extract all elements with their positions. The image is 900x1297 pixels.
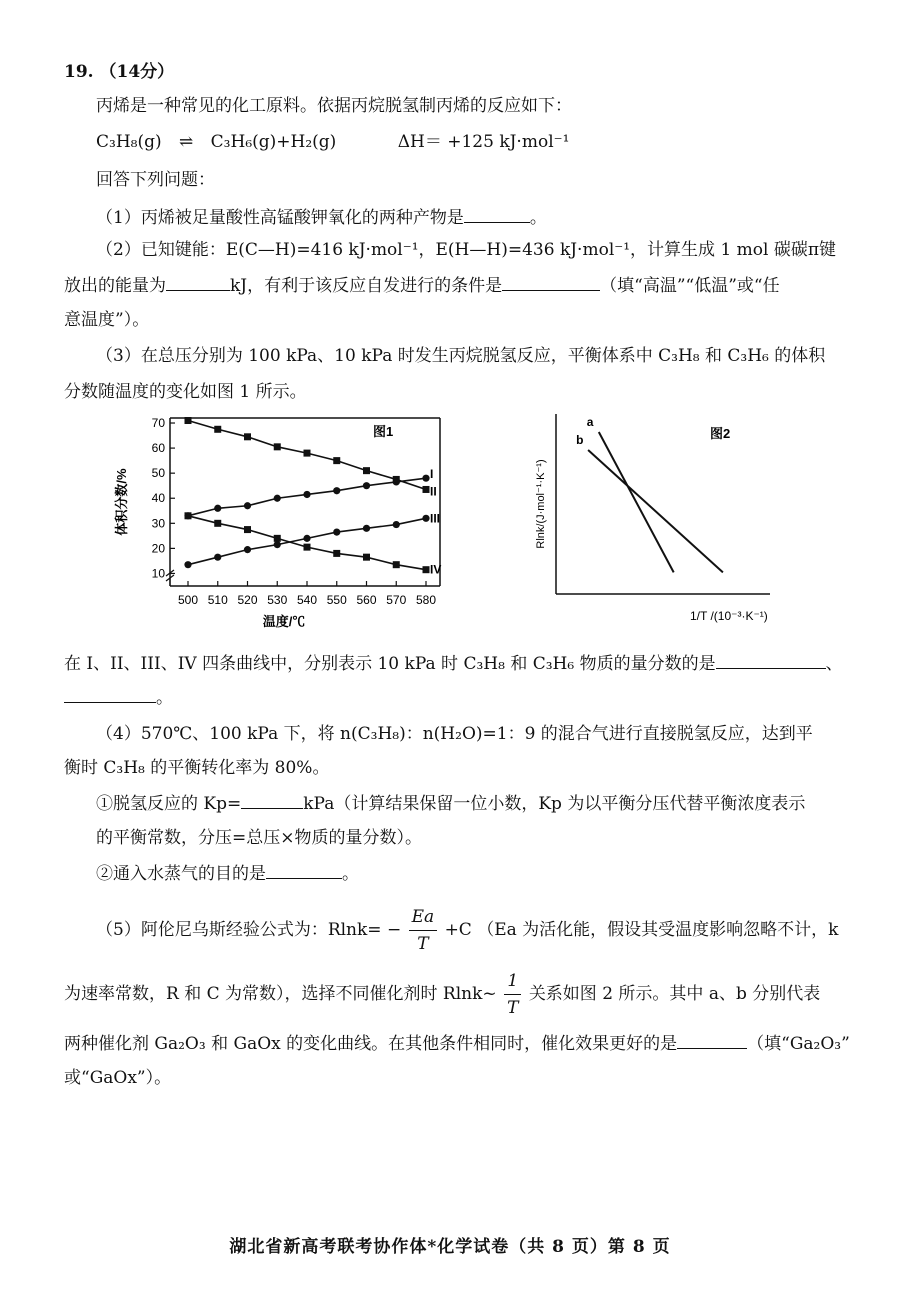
fig1-point-I [244, 502, 251, 509]
q1-end: 。 [529, 208, 547, 228]
fig1-line-IV [188, 516, 426, 570]
fig2-series-label: b [576, 433, 584, 447]
q4-line2: 衡时 C₃H₈ 的平衡转化率为 80%。 [64, 758, 330, 778]
fig2-line-a [599, 432, 674, 572]
q4-sub2 [96, 860, 359, 886]
fig1-point-III [393, 521, 400, 528]
q5-text-d: 关系如图 2 所示。其中 a、b 分别代表 [528, 984, 821, 1004]
fig1-point-II [185, 417, 192, 424]
fig1-point-II [214, 426, 221, 433]
q5-text-f: （填“Ga₂O₃” [747, 1034, 850, 1054]
fig1-y-ticks [152, 416, 175, 580]
fig1-ytick-label: 10 [151, 566, 165, 581]
q5-frac2-num: 1 [504, 968, 521, 995]
q5-line4: 或“GaOx”）。 [64, 1068, 172, 1088]
fig1-point-IV [304, 544, 311, 551]
fig1-ytick-label: 40 [151, 491, 165, 506]
q3-ask-sep: 、 [825, 654, 843, 674]
fig1-series-label: I [430, 467, 434, 482]
fig1-point-II [333, 457, 340, 464]
q2-line1: （2）已知键能：E(C—H)=416 kJ·mol⁻¹，E(H—H)=436 kJ·mol⁻¹，计算生成 1 mol 碳碳π键 [96, 240, 837, 260]
q5-line3 [64, 1030, 850, 1056]
q5-frac-den: T [417, 934, 429, 954]
q5-text-a: （5）阿伦尼乌斯经验公式为：Rlnk= − [96, 920, 402, 940]
fig1-point-II [393, 476, 400, 483]
fig1-ytick-label: 60 [151, 441, 165, 456]
question-number: 19. [64, 62, 94, 82]
reaction-enthalpy: ΔH＝ +125 kJ·mol⁻¹ [397, 132, 570, 152]
q3-ask-line1 [64, 650, 843, 676]
fig1-point-IV [363, 554, 370, 561]
fig1-point-I [274, 495, 281, 502]
q3-ask-end: 。 [156, 688, 173, 708]
fig1-point-IV [185, 512, 192, 519]
fig1-point-IV [393, 561, 400, 568]
fig2-title: 图2 [710, 426, 731, 441]
fig1-point-IV [333, 550, 340, 557]
fig1-axes [166, 418, 440, 586]
fig1-point-II [304, 450, 311, 457]
fig1-xtick-label: 510 [207, 593, 228, 607]
q4-sub1-b: kPa（计算结果保留一位小数，Kp 为以平衡分压代替平衡浓度表示 [303, 794, 806, 814]
fig1-xtick-label: 530 [267, 593, 288, 607]
fig1-xtick-label: 540 [296, 593, 318, 607]
q5-text-e: 两种催化剂 Ga₂O₃ 和 GaOx 的变化曲线。在其他条件相同时，催化效果更好的是 [64, 1034, 678, 1054]
q2-line2 [64, 272, 780, 298]
figure-2-chart [530, 408, 790, 638]
fig1-series-label: IV [430, 562, 442, 577]
fig1-point-III [303, 535, 310, 542]
fig1-ytick-label: 50 [151, 466, 165, 481]
q4-sub1-c: 的平衡常数，分压=总压×物质的量分数）。 [96, 828, 422, 848]
fig1-point-II [274, 443, 281, 450]
fig1-point-III [363, 525, 370, 532]
fig1-point-II [244, 433, 251, 440]
fig2-ylabel: Rlnk/(J·mol⁻¹·K⁻¹) [535, 459, 547, 549]
fig1-point-II [363, 467, 370, 474]
q4-sub2-b: 。 [342, 864, 359, 884]
q1 [96, 204, 547, 230]
fig1-point-IV [274, 535, 281, 542]
equilibrium-arrow: ⇌ [179, 132, 194, 152]
fig1-ytick-label: 30 [151, 516, 165, 531]
page-footer: 湖北省新高考联考协作体*化学试卷（共 8 页）第 8 页 [229, 1237, 671, 1257]
q5-line2 [64, 968, 820, 1021]
fig1-xtick-label: 560 [356, 593, 377, 607]
answer-prompt: 回答下列问题： [96, 170, 215, 190]
fig2-series-label: a [586, 415, 594, 429]
fig1-point-I [363, 482, 370, 489]
question-intro: 丙烯是一种常见的化工原料。依据丙烷脱氢制丙烯的反应如下： [96, 96, 572, 116]
fig1-ytick-label: 20 [151, 541, 165, 556]
q2-line3: 意温度”）。 [64, 310, 150, 330]
fig1-point-III [333, 528, 340, 535]
q2-text-c: （填“高温”“低温”或“任 [600, 276, 780, 296]
q5-line1 [96, 904, 838, 957]
fig2-xlabel: 1/T /(10⁻³·K⁻¹) [690, 609, 768, 623]
q4-sub2-a: ②通入水蒸气的目的是 [96, 864, 266, 884]
fig1-xtick-label: 570 [386, 593, 407, 607]
q5-catalyst-blank[interactable] [677, 1030, 747, 1049]
fig1-point-III [244, 546, 251, 553]
q3-line1: （3）在总压分别为 100 kPa、10 kPa 时发生丙烷脱氢反应，平衡体系中 C₃H₈ 和 C₃H₆ 的体积 [96, 346, 826, 366]
q3-ask-line2 [64, 684, 173, 710]
fig1-series-label: III [430, 511, 441, 526]
fig1-title: 图1 [373, 424, 394, 439]
reaction-rhs: C₃H₆(g)+H₂(g) [210, 132, 337, 152]
fig2-line-b [588, 450, 723, 572]
fig1-xtick-label: 550 [326, 593, 347, 607]
fig1-point-III [214, 554, 221, 561]
q2-condition-blank[interactable] [502, 272, 600, 291]
q4-line1: （4）570℃、100 kPa 下，将 n(C₃H₈)：n(H₂O)=1：9 的混合气进行直接脱氢反应，达到平 [96, 724, 813, 744]
fig1-point-I [214, 505, 221, 512]
fig2-series-group [576, 415, 723, 572]
q5-text-b: +C （Ea 为活化能，假设其受温度影响忽略不计，k [444, 920, 839, 940]
fig1-xtick-label: 520 [237, 593, 258, 607]
q4-sub1-a: ①脱氢反应的 Kp= [96, 794, 242, 814]
fig1-point-III [184, 561, 191, 568]
q5-frac-num: Ea [409, 904, 438, 931]
fig1-point-II [423, 486, 430, 493]
fig1-series-group [184, 417, 441, 577]
figure-1-chart [108, 410, 448, 635]
q5-fraction-ea-t [409, 904, 438, 957]
q4-purpose-blank[interactable] [266, 860, 342, 879]
q2-text-b: kJ，有利于该反应自发进行的条件是 [230, 276, 503, 296]
fig1-series-label: II [430, 484, 437, 499]
q2-text-a: 放出的能量为 [64, 276, 166, 296]
fig1-point-I [333, 487, 340, 494]
fig1-point-IV [244, 526, 251, 533]
fig1-xtick-label: 580 [415, 593, 437, 607]
q1-text: （1）丙烯被足量酸性高锰酸钾氧化的两种产物是 [96, 208, 464, 228]
q5-text-c: 为速率常数，R 和 C 为常数），选择不同催化剂时 Rlnk~ [64, 984, 497, 1004]
q3-line2: 分数随温度的变化如图 1 所示。 [64, 382, 307, 402]
fig1-point-I [422, 475, 429, 482]
fig1-xlabel: 温度/℃ [262, 614, 306, 629]
fig1-ytick-label: 70 [151, 416, 165, 431]
fig2-axes [556, 414, 770, 594]
q2-energy-blank[interactable] [166, 272, 230, 291]
fig1-point-III [422, 515, 429, 522]
fig1-point-III [274, 541, 281, 548]
q3-blank-2[interactable] [64, 684, 156, 703]
reaction-lhs: C₃H₈(g) [96, 132, 162, 152]
question-score: （14分） [99, 62, 175, 82]
q1-blank[interactable] [464, 204, 530, 223]
fig1-point-IV [423, 566, 430, 573]
q4-sub1 [96, 790, 805, 816]
q3-blank-1[interactable] [716, 650, 826, 669]
fig1-ylabel: 体积分数/% [114, 468, 129, 536]
q5-fraction-1-t [504, 968, 521, 1021]
fig1-x-ticks [178, 581, 436, 607]
fig1-point-IV [214, 520, 221, 527]
reaction-equation [96, 130, 569, 154]
fig1-point-I [303, 491, 310, 498]
q5-frac2-den: T [507, 998, 519, 1018]
question-header [64, 60, 174, 84]
q3-ask-text: 在 I、II、III、IV 四条曲线中，分别表示 10 kPa 时 C₃H₈ 和 C₃H₆ 物质的量分数的是 [64, 654, 716, 674]
q4-kp-blank[interactable] [241, 790, 303, 809]
fig1-xtick-label: 500 [177, 593, 199, 607]
